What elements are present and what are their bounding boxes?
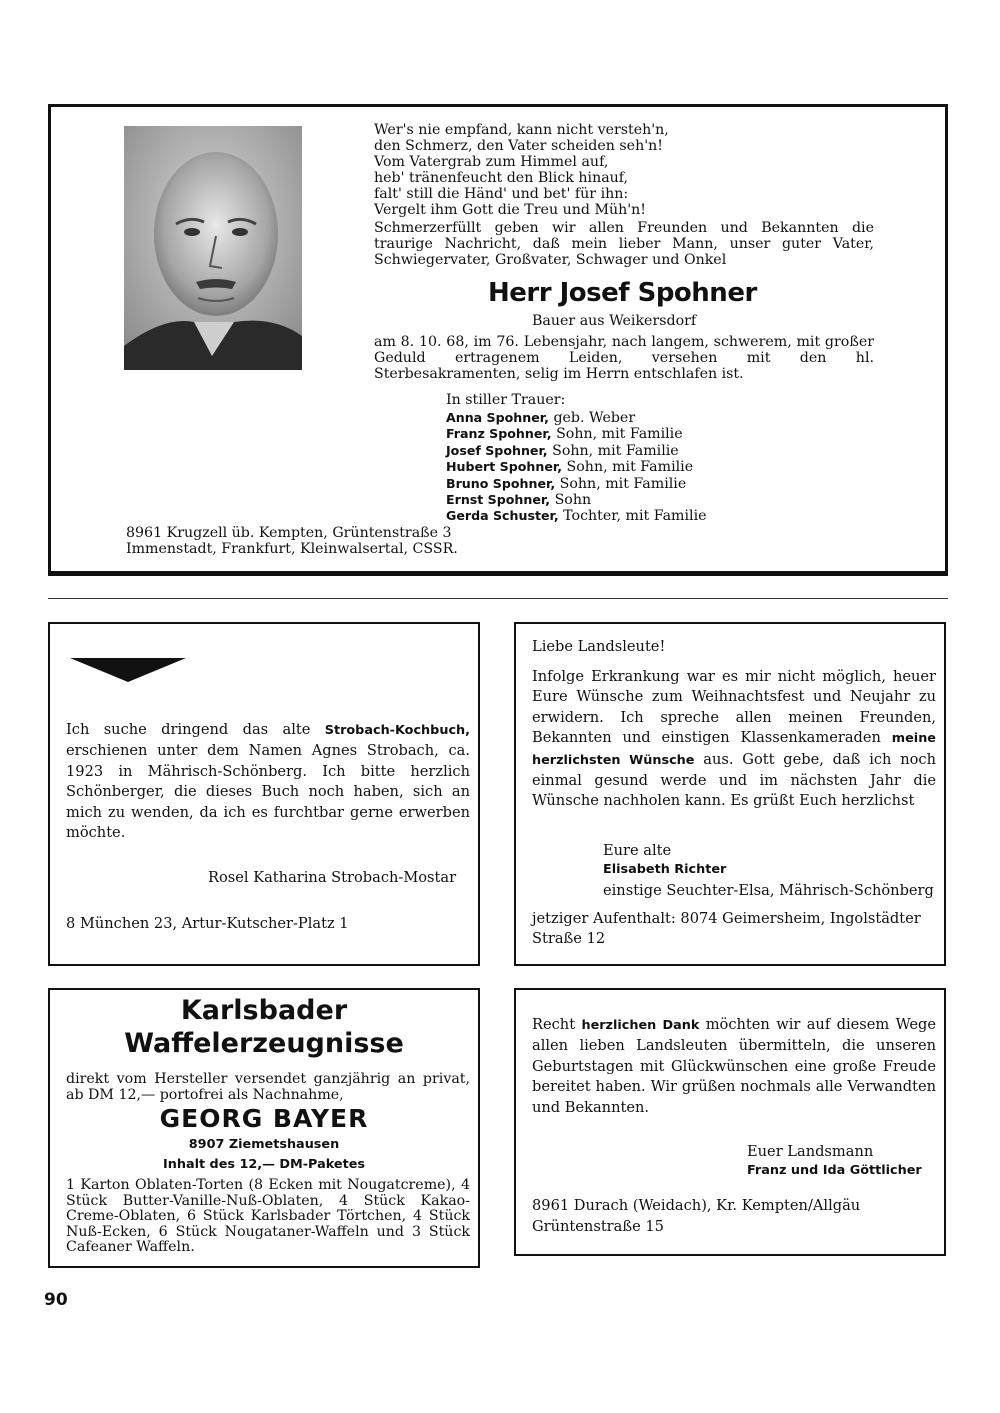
greeting-text [532, 667, 936, 812]
mourning-heading: In stiller Trauer: [446, 392, 566, 408]
package-heading: Inhalt des 12,— DM-Paketes [162, 1157, 365, 1172]
mourner-name: Josef Spohner, [446, 442, 548, 458]
signature: Rosel Katharina Strobach-Mostar [208, 869, 457, 886]
mourner [446, 426, 707, 442]
text-segment: möchten wir auf diesem Wege allen lieben Landsleuten übermitteln, die unseren Geburtstagen mit Glückwünschen eine große Freude bereitet haben. Wir grüßen nochmals alle Verwandten und Bekannten. [532, 1016, 937, 1116]
text-segment: erschienen unter dem Namen Agnes Strobach, ca. 1923 in Mährisch-Schönberg. Ich bitte herzlich Schönberger, die dieses Buch noch haben, sich an mich zu wenden, da ich es furchtbar gerne erwerben möchte. [66, 742, 470, 842]
portrait-photo [124, 126, 302, 370]
address [532, 1195, 860, 1237]
death-statement: am 8. 10. 68, im 76. Lebensjahr, nach langem, schwerem, mit großer Geduld ertragenem Leiden, versehen mit den hl. Sterbesakramenten, selig im Herrn entschlafen ist. [374, 334, 874, 382]
mourner-note: Sohn, mit Familie [552, 442, 679, 459]
mourners-list [446, 410, 707, 525]
announcement: Schmerzerfüllt geben wir allen Freunden und Bekannten die traurige Nachricht, daß mein lieber Mann, unser guter Vater, Schwiegervater, Großvater, Schwager und Onkel [374, 220, 874, 268]
mourner-note: geb. Weber [553, 410, 636, 426]
deceased-occupation: Bauer aus Weikersdorf [532, 313, 697, 329]
ad-intro: direkt vom Hersteller versendet ganzjährig an privat, ab DM 12,— portofrei als Nachnahme, [66, 1071, 470, 1103]
obituary-address [126, 526, 458, 557]
highlight: herzlichen Dank [581, 1018, 700, 1033]
text-segment: Infolge Erkrankung war es mir nicht möglich, heuer Eure Wünsche zum Weihnachtsfest und Neujahr zu erwidern. Ich spreche allen meinen Freunden, Bekannten und einstigen Klassenkameraden [532, 668, 936, 747]
mourner [446, 492, 707, 508]
sender-name: Elisabeth Richter [603, 862, 727, 877]
company-name: GEORG BAYER [159, 1104, 369, 1133]
cookbook-search-text [66, 720, 470, 843]
text-segment: Recht [532, 1016, 582, 1033]
mourner-name: Ernst Spohner, [446, 492, 551, 508]
text-segment: Ich suche dringend das alte [66, 721, 325, 738]
mourner-name: Hubert Spohner, [446, 459, 563, 475]
sender-origin: einstige Seuchter-Elsa, Mährisch-Schönberg [603, 882, 934, 899]
mourner-note: Sohn, mit Familie [566, 459, 694, 476]
mourner [446, 476, 707, 492]
mourner-note: Tochter, mit Familie [563, 508, 707, 525]
mourner-note: Sohn, mit Familie [556, 426, 683, 443]
ad-title [48, 994, 480, 1060]
company-place: 8907 Ziemetshausen [188, 1137, 340, 1152]
mourner-name: Franz Spohner, [446, 426, 552, 442]
poem: Wer's nie empfand, kann nicht versteh'n, den Schmerz, den Vater scheiden seh'n! Vom Vatergrab zum Himmel auf, heb' tränenfeucht den Blick hinauf, falt' still die Händ' und bet' für ihn: Vergelt ihm Gott die Treu und Müh'n! [374, 122, 669, 218]
mourner-name: Bruno Spohner, [446, 475, 556, 491]
title-line: Karlsbader [180, 995, 348, 1026]
mourner-name: Gerda Schuster, [446, 508, 559, 524]
page-number: 90 [44, 1290, 68, 1310]
deceased-name: Herr Josef Spohner [488, 278, 757, 308]
address-line: Grüntenstraße 15 [532, 1218, 664, 1235]
address: 8 München 23, Artur-Kutscher-Platz 1 [66, 915, 349, 932]
address-line: 8961 Krugzell üb. Kempten, Grüntenstraße 3 [126, 525, 452, 541]
thanks-text [532, 1015, 936, 1118]
closing: Euer Landsmann [747, 1143, 874, 1160]
title-line: Waffelerzeugnisse [124, 1028, 404, 1059]
mourner-note: Sohn [554, 492, 592, 509]
closing: Eure alte [603, 842, 672, 859]
arrow-down-icon [70, 656, 186, 684]
mourner [446, 508, 707, 524]
address-line: 8961 Durach (Weidach), Kr. Kempten/Allgäu [532, 1197, 861, 1214]
mourner-name: Anna Spohner, [446, 410, 549, 425]
address-line: Immenstadt, Frankfurt, Kleinwalsertal, CSSR. [126, 540, 458, 557]
package-contents: 1 Karton Oblaten-Torten (8 Ecken mit Nougatcreme), 4 Stück Butter-Vanille-Nuß-Oblaten, 4 Stück Kakao-Creme-Oblaten, 6 Stück Karlsbader Törtchen, 4 Stück Nuß-Ecken, 6 Stück Nougataner-Waffeln und 3 Stück Cafeaner Waffeln. [66, 1177, 470, 1256]
residence: jetziger Aufenthalt: 8074 Geimersheim, Ingolstädter Straße 12 [532, 910, 921, 948]
highlight: meine herzlichsten Wünsche [532, 731, 936, 768]
salutation: Liebe Landsleute! [532, 638, 666, 655]
text-segment: aus. Gott gebe, daß ich noch einmal gesund werde und im nächsten Jahr die Wünsche nachholen kann. Es grüßt Euch herzlichst [532, 750, 937, 810]
mourner-note: Sohn, mit Familie [559, 475, 687, 492]
mourner [446, 410, 707, 426]
book-title: Strobach-Kochbuch, [324, 723, 470, 738]
separator-rule [48, 598, 948, 599]
sender-name: Franz und Ida Göttlicher [747, 1163, 922, 1178]
mourner [446, 443, 707, 459]
mourner [446, 459, 707, 475]
